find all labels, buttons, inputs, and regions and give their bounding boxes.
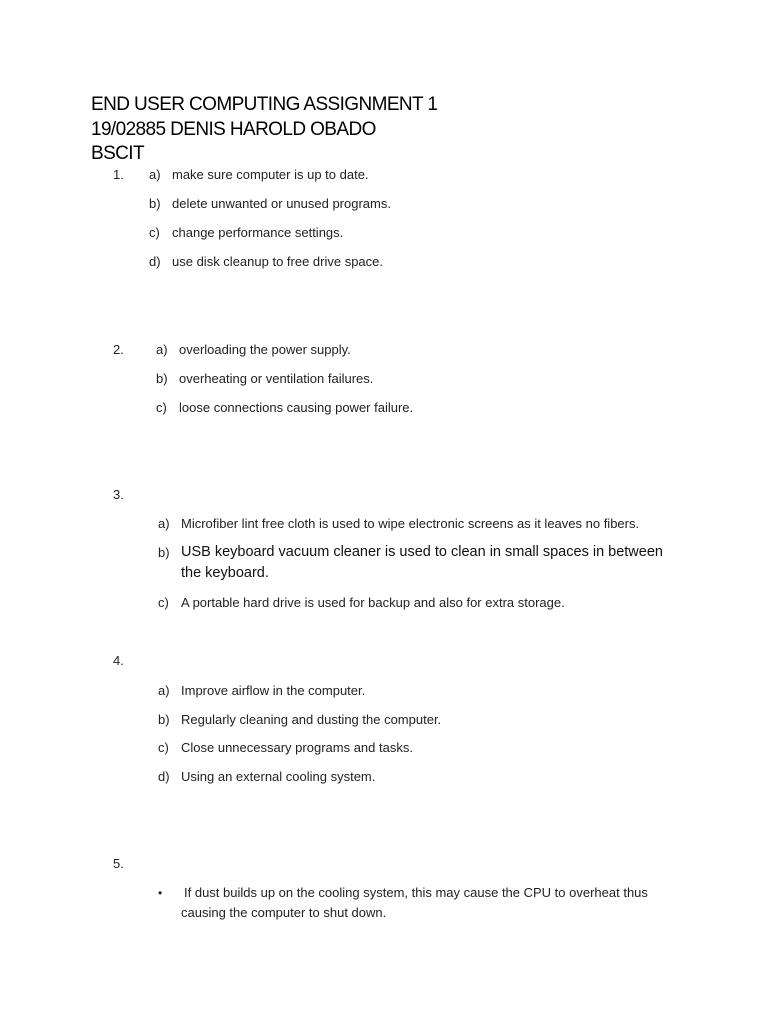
answer-text: Regularly cleaning and dusting the computer. [181,712,442,727]
answer-label: c) [158,595,169,610]
answer-text: make sure computer is up to date. [172,167,369,182]
course-name: BSCIT [91,143,144,164]
question-number-1: 1. [113,167,124,182]
answer-text-continued: causing the computer to shut down. [181,905,387,920]
answer-label: a) [158,516,170,531]
answer-label: b) [158,545,170,560]
answer-text: Close unnecessary programs and tasks. [181,740,413,755]
answer-text: loose connections causing power failure. [179,400,414,415]
answer-label: a) [158,683,170,698]
question-number-4: 4. [113,653,124,668]
answer-label: b) [149,196,161,211]
answer-text: A portable hard drive is used for backup and also for extra storage. [181,595,565,610]
document-title: END USER COMPUTING ASSIGNMENT 1 [91,94,438,115]
answer-label: b) [156,371,168,386]
answer-text: delete unwanted or unused programs. [172,196,391,211]
answer-text: overloading the power supply. [179,342,351,357]
answer-label: d) [158,769,170,784]
question-number-3: 3. [113,487,124,502]
answer-text-continued: the keyboard. [181,565,269,581]
answer-text: overheating or ventilation failures. [179,371,374,386]
answer-text: Using an external cooling system. [181,769,376,784]
bullet-point: • [158,886,163,900]
student-id-name: 19/02885 DENIS HAROLD OBADO [91,119,376,140]
answer-label: a) [149,167,161,182]
answer-text: use disk cleanup to free drive space. [172,254,384,269]
answer-label: c) [149,225,160,240]
answer-label: c) [156,400,167,415]
answer-text: If dust builds up on the cooling system, this may cause the CPU to overheat thus [184,885,648,900]
question-number-2: 2. [113,342,124,357]
answer-label: a) [156,342,168,357]
answer-label: b) [158,712,170,727]
answer-label: c) [158,740,169,755]
answer-text: Improve airflow in the computer. [181,683,366,698]
answer-label: d) [149,254,161,269]
answer-text: USB keyboard vacuum cleaner is used to clean in small spaces in between [181,544,663,560]
question-number-5: 5. [113,856,124,871]
answer-text: change performance settings. [172,225,344,240]
answer-text: Microfiber lint free cloth is used to wipe electronic screens as it leaves no fibers. [181,516,640,531]
